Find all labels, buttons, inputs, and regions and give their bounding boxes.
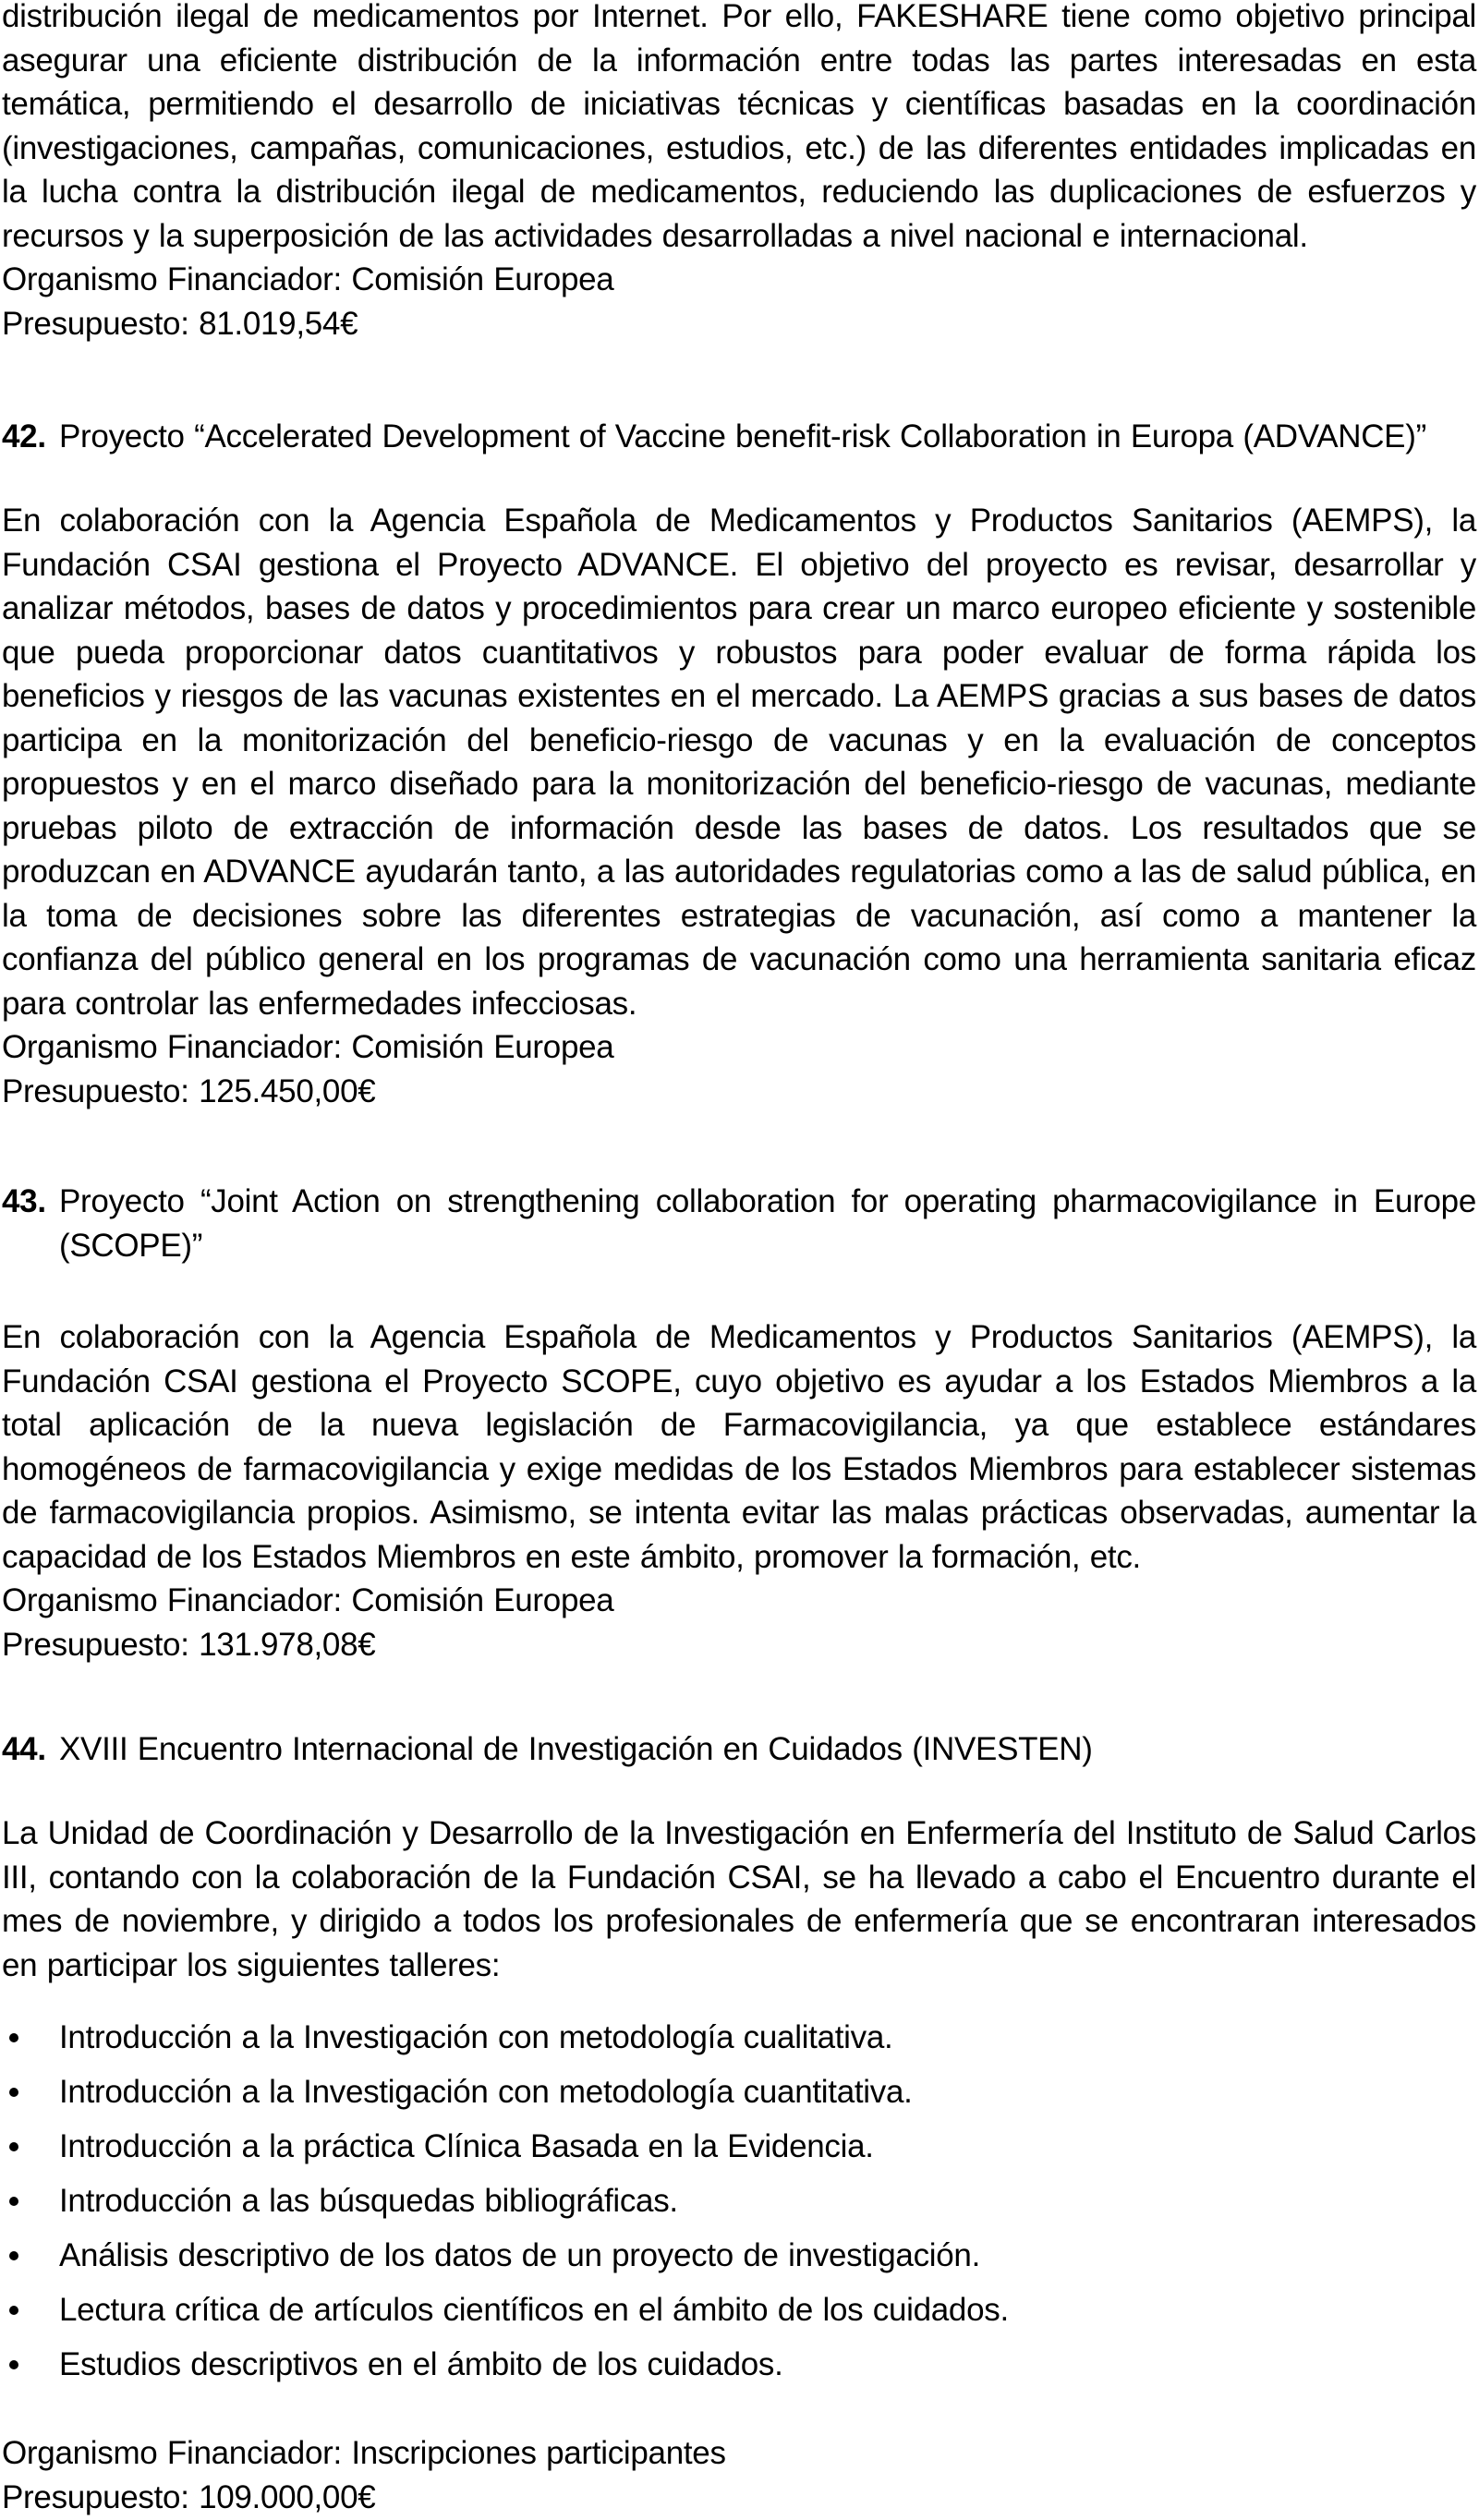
- bullet-icon: [9, 2033, 18, 2042]
- project-42-paragraph: En colaboración con la Agencia Española de Medicamentos y Productos Sanitarios (AEMPS), la Fundación CSAI gestiona el Proyecto ADVANCE. El objetivo del proyecto es revisar, desarrollar y analizar métodos, bases de datos y procedimientos para crear un marco europeo eficiente y sostenible que pueda proporcionar datos cuantitativos y robustos para poder evaluar de forma rápida los beneficios y riesgos de las vacunas existentes en el mercado. La AEMPS gracias a sus bases de datos participa en la monitorización del beneficio-riesgo de vacunas y en la evaluación de conceptos propuestos y en el marco diseñado para la monitorización del beneficio-riesgo de vacunas, mediante pruebas piloto de extracción de información desde las bases de datos. Los resultados que se produzcan en ADVANCE ayudarán tanto, a las autoridades regulatorias como a las de salud pública, en la toma de decisiones sobre las diferentes estrategias de vacunación, así como a mantener la confianza del público general en los programas de vacunación como una herramienta sanitaria eficaz para controlar las enfermedades infecciosas.: [2, 503, 1476, 1022]
- intro-funder: Organismo Financiador: Comisión Europea: [2, 261, 614, 297]
- project-42-heading: [2, 415, 1476, 459]
- list-item: [2, 2288, 1476, 2343]
- project-44-heading: [2, 1727, 1476, 1772]
- project-44-number: 44.: [2, 1731, 46, 1767]
- project-42-number: 42.: [2, 418, 46, 454]
- project-43-budget: Presupuesto: 131.978,08€: [2, 1626, 376, 1663]
- bullet-icon: [9, 2197, 18, 2206]
- list-item: [2, 2070, 1476, 2125]
- project-44-budget: Presupuesto: 109.000,00€: [2, 2478, 376, 2515]
- list-item: [2, 2343, 1476, 2397]
- list-item-text: Lectura crítica de artículos científicos en el ámbito de los cuidados.: [59, 2292, 1009, 2328]
- list-item-text: Análisis descriptivo de los datos de un proyecto de investigación.: [59, 2237, 981, 2273]
- project-43-title: Proyecto “Joint Action on strengthening collaboration for operating pharmacovigilance in Europe (SCOPE)”: [59, 1183, 1476, 1264]
- list-item-text: Introducción a la Investigación con metodología cualitativa.: [59, 2019, 893, 2055]
- project-43-paragraph: En colaboración con la Agencia Española de Medicamentos y Productos Sanitarios (AEMPS), la Fundación CSAI gestiona el Proyecto SCOPE, cuyo objetivo es ayudar a los Estados Miembros a la total aplicación de la nueva legislación de Farmacovigilancia, ya que establece estándares homogéneos de farmacovigilancia y exige medidas de los Estados Miembros para establecer sistemas de farmacovigilancia propios. Asimismo, se intenta evitar las malas prácticas observadas, aumentar la capacidad de los Estados Miembros en este ámbito, promover la formación, etc.: [2, 1319, 1476, 1575]
- project-44-funder: Organismo Financiador: Inscripciones participantes: [2, 2435, 726, 2471]
- list-item-text: Introducción a las búsquedas bibliográficas.: [59, 2183, 678, 2219]
- project-43-funder: Organismo Financiador: Comisión Europea: [2, 1582, 614, 1618]
- project-43-heading: [2, 1180, 1476, 1267]
- project-43-body: [2, 1315, 1476, 1666]
- list-item: [2, 2125, 1476, 2179]
- list-item: [2, 2179, 1476, 2234]
- list-item-text: Introducción a la Investigación con metodología cuantitativa.: [59, 2074, 913, 2110]
- project-42-budget: Presupuesto: 125.450,00€: [2, 1072, 376, 1109]
- project-42-body: [2, 499, 1476, 1113]
- list-item-text: Introducción a la práctica Clínica Basada en la Evidencia.: [59, 2128, 874, 2164]
- intro-budget: Presupuesto: 81.019,54€: [2, 305, 358, 342]
- intro-paragraph: distribución ilegal de medicamentos por Internet. Por ello, FAKESHARE tiene como objetivo principal asegurar una eficiente distribución de la información entre todas las partes interesadas en esta temática, permitiendo el desarrollo de iniciativas técnicas y científicas basadas en la coordinación (investigaciones, campañas, comunicaciones, estudios, etc.) de las diferentes entidades implicadas en la lucha contra la distribución ilegal de medicamentos, reduciendo las duplicaciones de esfuerzos y recursos y la superposición de las actividades desarrolladas a nivel nacional e internacional.: [2, 0, 1476, 254]
- project-44-body: [2, 1811, 1476, 1987]
- project-42-funder: Organismo Financiador: Comisión Europea: [2, 1029, 614, 1065]
- project-44-footer: [2, 2431, 1476, 2519]
- list-item: [2, 2234, 1476, 2288]
- bullet-icon: [9, 2251, 18, 2260]
- bullet-icon: [9, 2360, 18, 2369]
- project-44-paragraph: La Unidad de Coordinación y Desarrollo de la Investigación en Enfermería del Instituto de Salud Carlos III, contando con la colaboración de la Fundación CSAI, se ha llevado a cabo el Encuentro durante el mes de noviembre, y dirigido a todos los profesionales de enfermería que se encontraran interesados en participar los siguientes talleres:: [2, 1815, 1476, 1983]
- project-42-title: Proyecto “Accelerated Development of Vaccine benefit-risk Collaboration in Europa (ADVANCE)”: [59, 418, 1426, 454]
- list-item-text: Estudios descriptivos en el ámbito de los cuidados.: [59, 2346, 783, 2382]
- intro-section: [2, 0, 1476, 345]
- project-43-number: 43.: [2, 1183, 46, 1219]
- workshop-list: [2, 2016, 1476, 2397]
- bullet-icon: [9, 2306, 18, 2315]
- project-44-title: XVIII Encuentro Internacional de Investigación en Cuidados (INVESTEN): [59, 1731, 1093, 1767]
- bullet-icon: [9, 2142, 18, 2151]
- list-item: [2, 2016, 1476, 2070]
- bullet-icon: [9, 2088, 18, 2097]
